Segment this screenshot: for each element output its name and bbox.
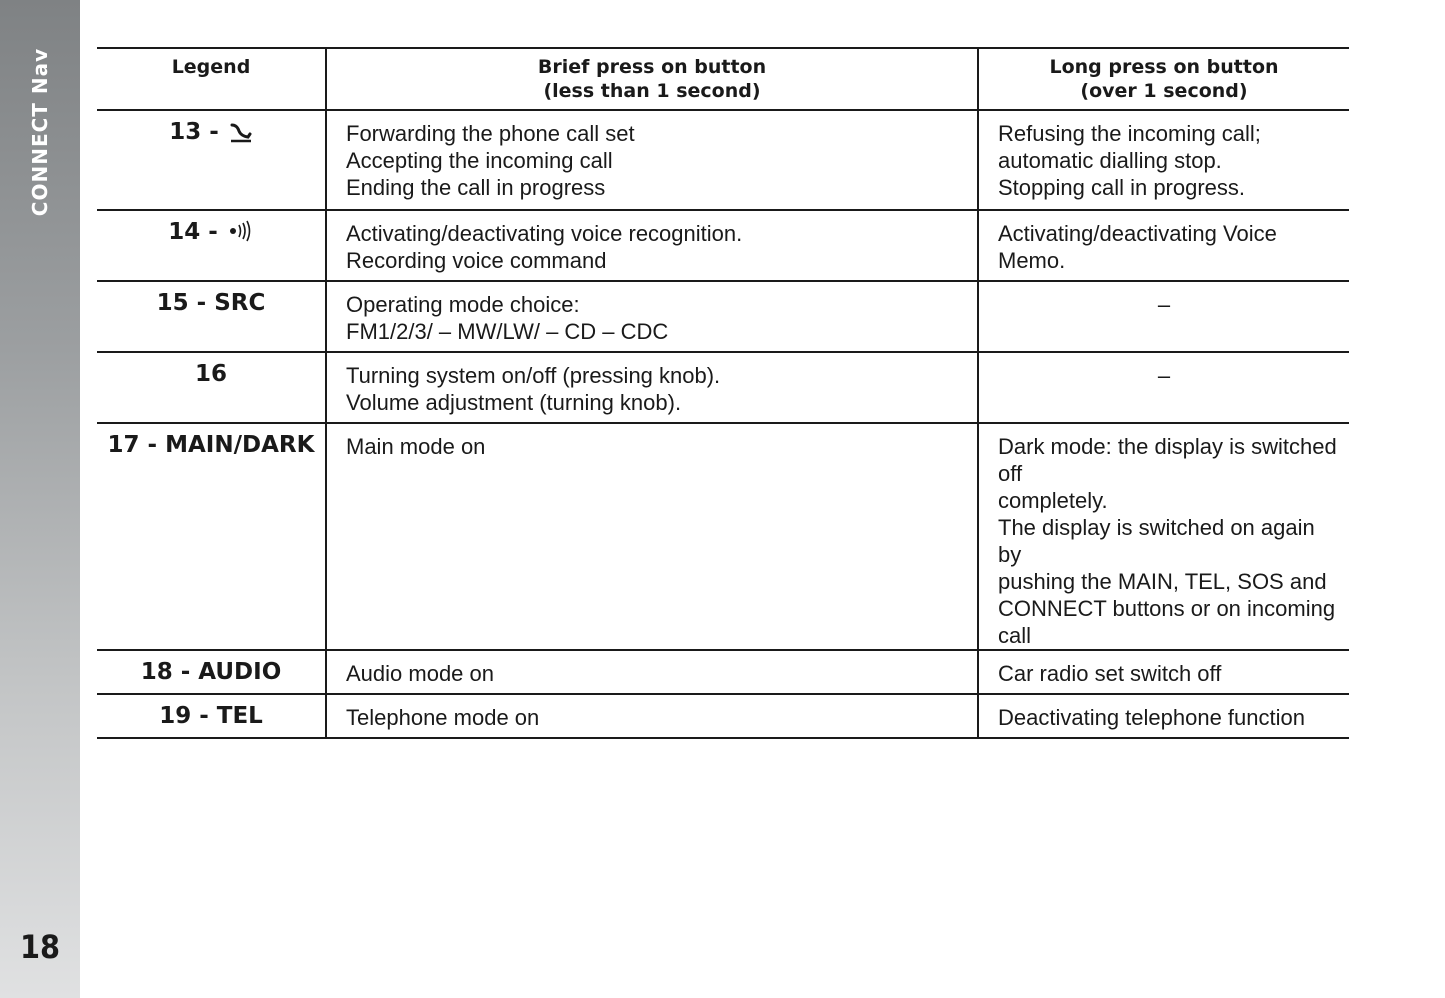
row-long: Activating/deactivating Voice Memo. — [978, 210, 1349, 281]
row-brief: Telephone mode on — [326, 694, 978, 738]
voice-recognition-icon — [228, 219, 254, 250]
table-row — [97, 352, 1349, 423]
table-row — [97, 281, 1349, 352]
row-long-empty: – — [978, 281, 1349, 352]
row-key: 16 — [97, 352, 326, 423]
row-brief: Activating/deactivating voice recognition. Recording voice command — [326, 210, 978, 281]
row-key: 15 - SRC — [97, 281, 326, 352]
table-row — [97, 650, 1349, 694]
row-key: 14 - — [97, 210, 326, 281]
table-row — [97, 694, 1349, 738]
row-long: Deactivating telephone function — [978, 694, 1349, 738]
table-row — [97, 110, 1349, 210]
row-long: Car radio set switch off — [978, 650, 1349, 694]
row-long: Dark mode: the display is switched off completely. The display is switched on again by pushing the MAIN, TEL, SOS and CONNECT buttons or on incoming call — [978, 423, 1349, 650]
row-brief: Turning system on/off (pressing knob). Volume adjustment (turning knob). — [326, 352, 978, 423]
row-long-empty: – — [978, 352, 1349, 423]
row-brief: Forwarding the phone call set Accepting the incoming call Ending the call in progress — [326, 110, 978, 210]
side-band — [0, 0, 80, 998]
table-header-row — [97, 48, 1349, 110]
header-legend: Legend — [97, 48, 326, 110]
row-brief: Operating mode choice: FM1/2/3/ – MW/LW/ – CD – CDC — [326, 281, 978, 352]
table-row — [97, 423, 1349, 650]
header-brief-press: Brief press on button (less than 1 second) — [326, 48, 978, 110]
row-brief: Audio mode on — [326, 650, 978, 694]
row-key: 13 - — [97, 110, 326, 210]
row-brief: Main mode on — [326, 423, 978, 650]
phone-call-icon — [229, 121, 253, 150]
section-title: CONNECT Nav — [28, 47, 52, 217]
row-long: Refusing the incoming call; automatic dialling stop. Stopping call in progress. — [978, 110, 1349, 210]
button-legend-table — [97, 47, 1349, 739]
page-number: 18 — [19, 928, 61, 966]
table-row — [97, 210, 1349, 281]
row-key: 19 - TEL — [97, 694, 326, 738]
header-long-press: Long press on button (over 1 second) — [978, 48, 1349, 110]
row-key: 17 - MAIN/DARK — [97, 423, 326, 650]
row-key: 18 - AUDIO — [97, 650, 326, 694]
